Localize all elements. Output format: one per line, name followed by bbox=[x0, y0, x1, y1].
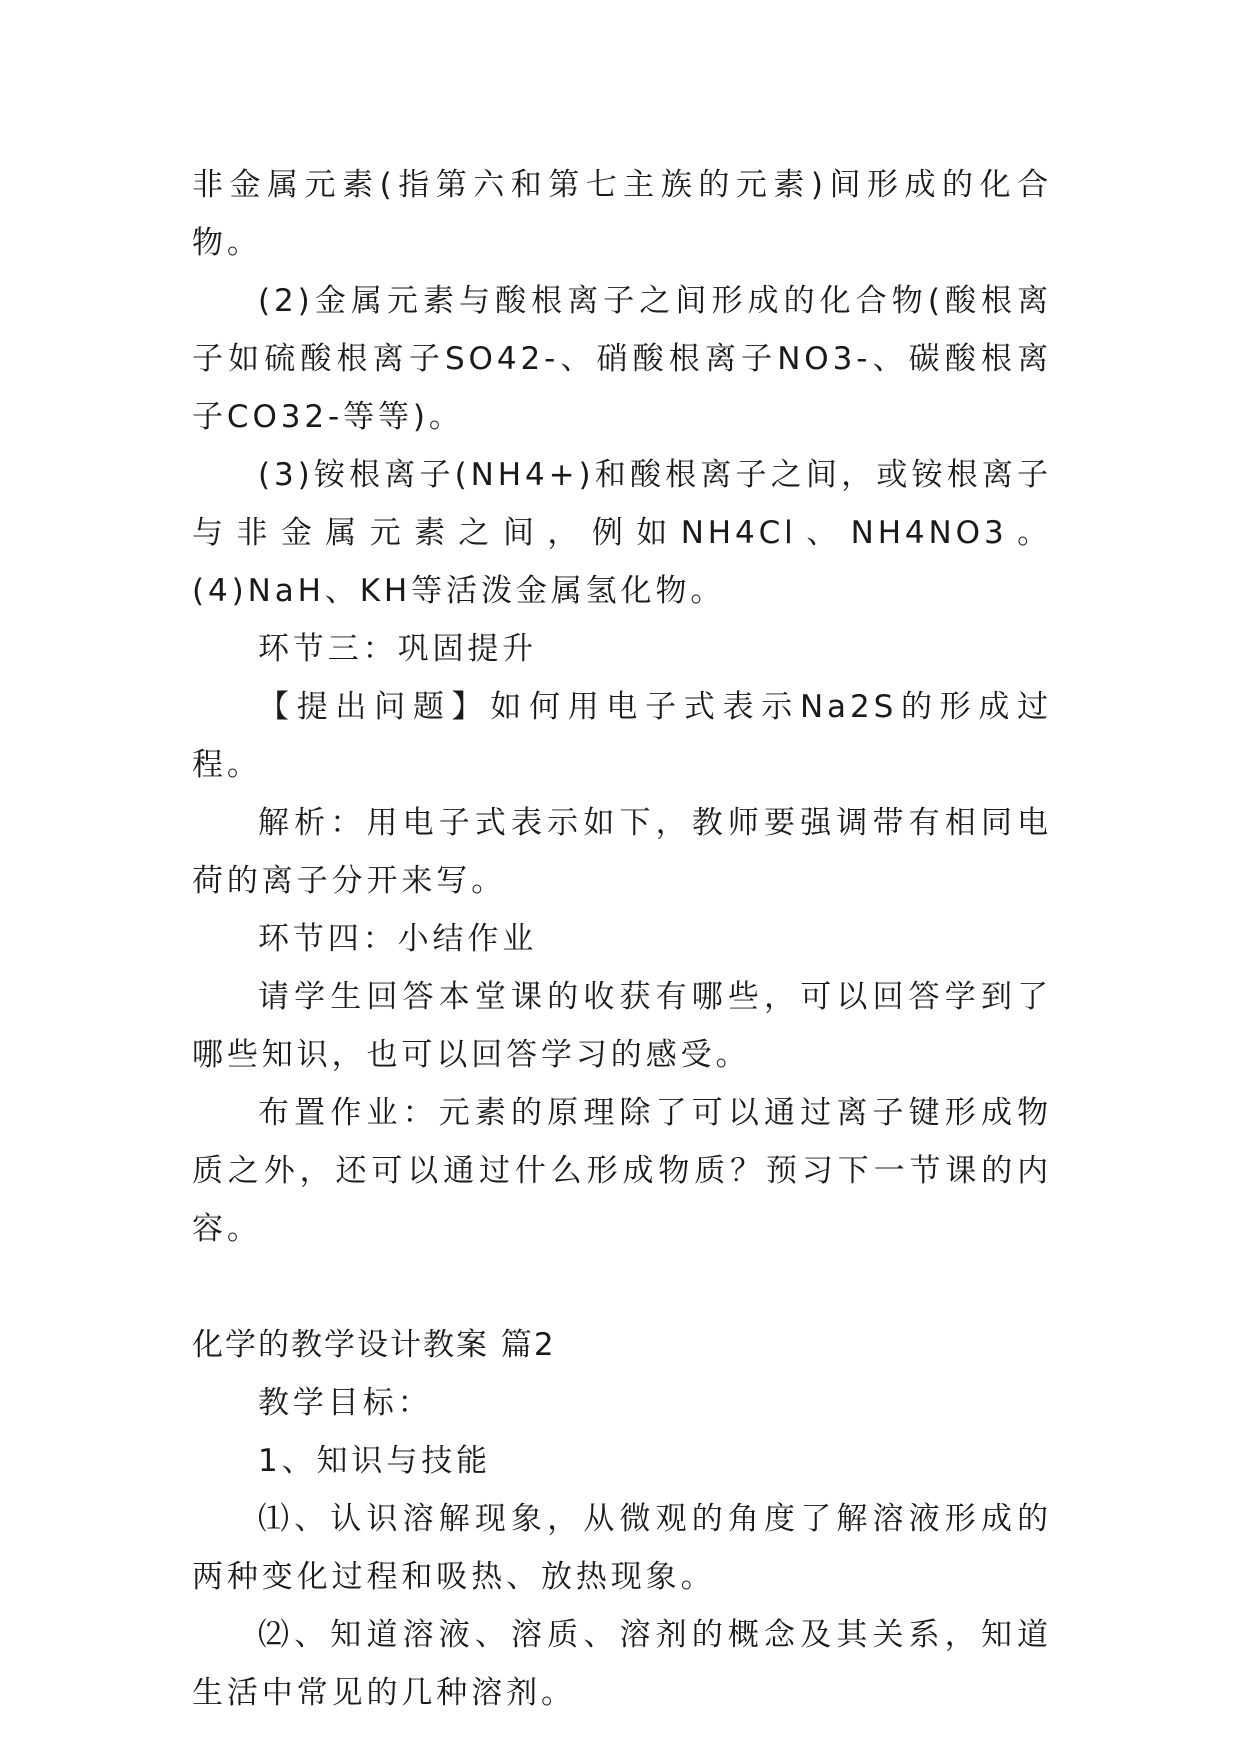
paragraph: 1、知识与技能 bbox=[258, 1443, 492, 1479]
document-body bbox=[192, 156, 1052, 1722]
paragraph: (2)金属元素与酸根离子之间形成的化合物(酸根离子如硫酸根离子SO42-、硝酸根离子NO3-、碳酸根离子CO32-等等)。 bbox=[192, 283, 1052, 435]
paragraph: 请学生回答本堂课的收获有哪些，可以回答学到了哪些知识，也可以回答学习的感受。 bbox=[192, 979, 1052, 1073]
subsection-heading: 环节三：巩固提升 bbox=[258, 631, 538, 667]
paragraph: 布置作业：元素的原理除了可以通过离子键形成物质之外，还可以通过什么形成物质？预习下一节课的内容。 bbox=[192, 1095, 1052, 1247]
paragraph: 教学目标： bbox=[258, 1385, 433, 1421]
paragraph: 解析：用电子式表示如下，教师要强调带有相同电荷的离子分开来写。 bbox=[192, 805, 1052, 899]
paragraph: (3)铵根离子(NH4+)和酸根离子之间，或铵根离子与非金属元素之间，例如NH4Cl、NH4NO3。(4)NaH、KH等活泼金属氢化物。 bbox=[192, 457, 1052, 609]
section-heading: 化学的教学设计教案 篇2 bbox=[192, 1327, 556, 1363]
subsection-heading: 环节四：小结作业 bbox=[258, 921, 538, 957]
list-item: ⑴、认识溶解现象，从微观的角度了解溶液形成的两种变化过程和吸热、放热现象。 bbox=[192, 1501, 1052, 1595]
list-item: ⑵、知道溶液、溶质、溶剂的概念及其关系，知道生活中常见的几种溶剂。 bbox=[192, 1617, 1052, 1711]
paragraph: 非金属元素(指第六和第七主族的元素)间形成的化合物。 bbox=[192, 167, 1052, 261]
paragraph: 【提出问题】如何用电子式表示Na2S的形成过程。 bbox=[192, 689, 1052, 783]
